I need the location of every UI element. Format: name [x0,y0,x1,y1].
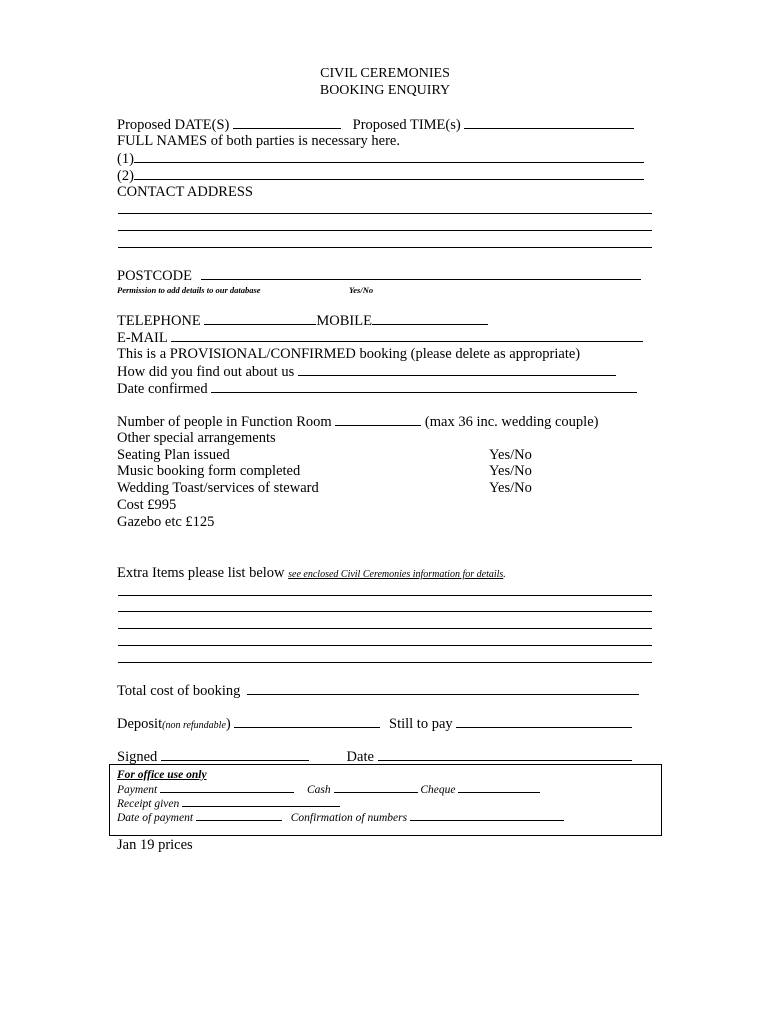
signed-row [117,748,632,765]
office-heading-text: For office use only [117,769,207,781]
total-cost-row [117,682,639,699]
cost-text: Cost £995 [117,497,177,513]
deposit-row [117,715,632,734]
still-to-pay-label: Still to pay [389,716,453,732]
seating-plan-label: Seating Plan issued [117,447,230,463]
mobile-label: MOBILE [316,313,372,329]
receipt-field[interactable] [182,796,340,807]
cheque-field[interactable] [458,782,540,793]
max-note: (max 36 inc. wedding couple) [424,414,599,430]
telephone-row [117,312,488,329]
proposed-date-row [117,116,634,133]
postcode-field[interactable] [201,267,641,280]
proposed-date-label: Proposed DATE(S) [117,117,230,133]
payment-field[interactable] [160,782,294,793]
party1-label: (1) [117,151,134,167]
form-title-line1: CIVIL CEREMONIES [320,66,450,81]
cash-field[interactable] [334,782,418,793]
music-form-yesno[interactable]: Yes/No [489,463,532,479]
office-use-box [109,764,662,836]
num-people-label: Number of people in Function Room [117,414,332,430]
address-line-1[interactable] [118,213,652,214]
party1-field[interactable] [134,150,644,163]
contact-address-label: CONTACT ADDRESS [117,184,253,200]
find-out-row [117,363,616,380]
extra-items-label: Extra Items please list below [117,565,285,581]
confirmation-label: Confirmation of numbers [290,812,408,824]
proposed-time-field[interactable] [464,116,634,129]
party2-row [117,167,644,184]
num-people-field[interactable] [335,413,421,426]
payment-label: Payment [117,784,158,796]
telephone-label: TELEPHONE [117,313,201,329]
footer-prices: Jan 19 prices [117,837,193,853]
music-form-label: Music booking form completed [117,463,301,479]
telephone-field[interactable] [204,312,316,325]
date-field[interactable] [378,748,632,761]
address-line-3[interactable] [118,247,652,248]
proposed-time-label: Proposed TIME(s) [352,117,461,133]
date-confirmed-label: Date confirmed [117,381,208,397]
receipt-row [117,796,340,811]
cash-label: Cash [306,784,331,796]
total-cost-field[interactable] [247,682,639,695]
payment-row [117,782,540,797]
cheque-label: Cheque [420,784,456,796]
party2-field[interactable] [134,167,644,180]
full-names-label: FULL NAMES of both parties is necessary here. [117,133,400,149]
total-cost-label: Total cost of booking [117,683,241,699]
signed-field[interactable] [161,748,309,761]
signed-label: Signed [117,749,158,765]
still-to-pay-field[interactable] [456,715,632,728]
date-confirmed-row [117,380,637,397]
deposit-field[interactable] [234,715,380,728]
email-field[interactable] [171,329,643,342]
office-heading [117,768,207,782]
other-arrangements-label: Other special arrangements [117,430,276,446]
address-line-2[interactable] [118,230,652,231]
date-confirmed-field[interactable] [211,380,637,393]
postcode-label: POSTCODE [117,268,192,284]
form-title-line2: BOOKING ENQUIRY [319,83,451,98]
wedding-toast-yesno[interactable]: Yes/No [489,480,532,496]
deposit-label: Deposit [117,716,163,732]
extra-items-period: . [503,569,506,580]
permission-yesno[interactable]: Yes/No [349,285,374,295]
mobile-field[interactable] [372,312,488,325]
find-out-field[interactable] [298,363,616,376]
extra-line-3[interactable] [118,628,652,629]
extra-items-link[interactable]: see enclosed Civil Ceremonies information for details [288,569,504,580]
seating-plan-yesno[interactable]: Yes/No [489,447,532,463]
extra-line-2[interactable] [118,611,652,612]
deposit-close: ) [225,716,231,732]
confirmation-field[interactable] [410,810,564,821]
date-label: Date [346,749,374,765]
extra-items-row [117,565,506,583]
deposit-note: (non refundable [162,720,226,731]
wedding-toast-label: Wedding Toast/services of steward [117,480,319,496]
email-row [117,329,643,346]
party1-row [117,150,644,167]
receipt-label: Receipt given [117,798,180,810]
permission-label: Permission to add details to our database [117,285,261,295]
extra-line-4[interactable] [118,645,652,646]
proposed-date-field[interactable] [233,116,341,129]
party2-label: (2) [117,168,134,184]
extra-line-1[interactable] [118,595,652,596]
date-of-payment-row [117,810,564,825]
date-of-payment-field[interactable] [196,810,282,821]
num-people-row [117,413,598,430]
booking-status-text: This is a PROVISIONAL/CONFIRMED booking (please delete as appropriate) [117,346,581,362]
email-label: E-MAIL [117,330,168,346]
date-of-payment-label: Date of payment [117,812,194,824]
find-out-label: How did you find out about us [117,364,295,380]
extra-line-5[interactable] [118,662,652,663]
gazebo-text: Gazebo etc £125 [117,514,215,530]
